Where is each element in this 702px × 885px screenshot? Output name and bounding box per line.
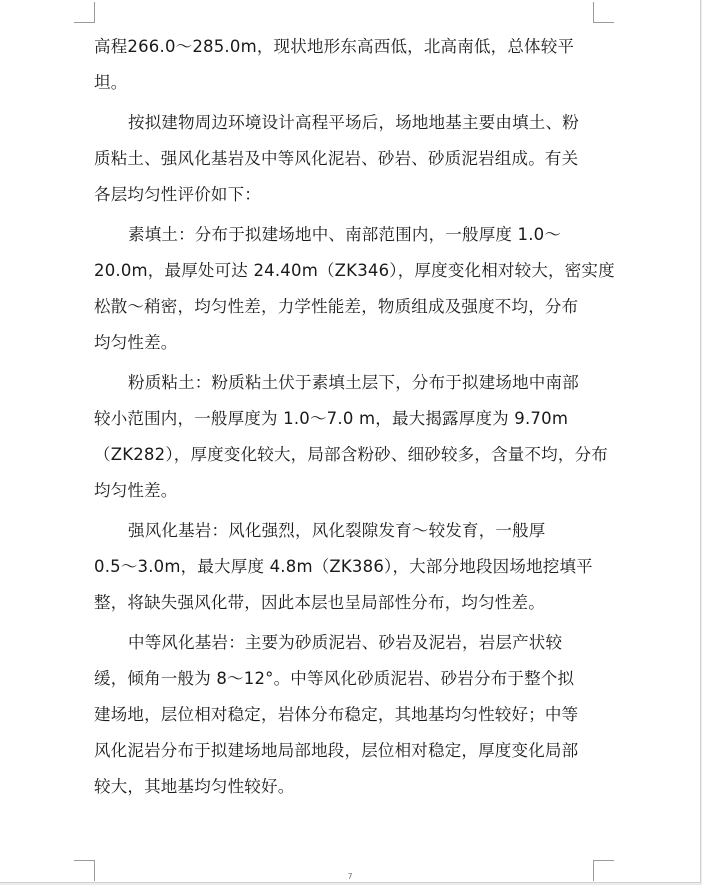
text-line: 素填土：分布于拟建场地中、南部范围内，一般厚度 1.0～ — [128, 225, 562, 244]
text-line: 强风化基岩：风化强烈，风化裂隙发育～较发育，一般厚 — [128, 521, 546, 540]
paragraph — [94, 217, 615, 361]
paragraph — [94, 105, 594, 213]
text-line: 风化泥岩分布于拟建场地局部地段，层位相对稳定，厚度变化局部 — [94, 741, 579, 760]
text-line: 建场地，层位相对稳定，岩体分布稳定，其地基均匀性较好；中等 — [94, 705, 579, 724]
paragraph — [94, 625, 594, 805]
text-line: 较小范围内，一般厚度为 1.0～7.0 m，最大揭露厚度为 9.70m — [94, 409, 569, 428]
text-line: 按拟建物周边环境设计高程平场后，场地地基主要由填土、粉 — [128, 113, 579, 132]
text-line: （ZK282），厚度变化较大，局部含粉砂、细砂较多，含量不均，分布 — [94, 445, 608, 464]
text-line: 0.5～3.0m，最大厚度 4.8m（ZK386），大部分地段因场地挖填平 — [94, 557, 593, 576]
crop-mark-top-left — [74, 2, 95, 23]
document-body — [94, 29, 615, 809]
text-line: 高程266.0～285.0m，现状地形东高西低，北高南低，总体较平 — [94, 37, 575, 56]
text-line: 质粘土、强风化基岩及中等风化泥岩、砂岩、砂质泥岩组成。有关 — [94, 149, 579, 168]
text-line: 松散～稍密，均匀性差，力学性能差，物质组成及强度不均，分布 — [94, 297, 579, 316]
text-line: 中等风化基岩：主要为砂质泥岩、砂岩及泥岩，岩层产状较 — [128, 633, 563, 652]
text-line: 均匀性差。 — [94, 333, 178, 352]
paragraph — [94, 29, 594, 101]
text-line: 粉质粘土：粉质粘土伏于素填土层下，分布于拟建场地中南部 — [128, 373, 579, 392]
text-line: 各层均匀性评价如下： — [94, 185, 261, 204]
crop-mark-top-right — [593, 2, 614, 23]
text-line: 坦。 — [94, 73, 128, 92]
text-line: 均匀性差。 — [94, 481, 178, 500]
text-line: 缓，倾角一般为 8～12°。中等风化砂质泥岩、砂岩分布于整个拟 — [94, 669, 575, 688]
page-number: 7 — [347, 872, 353, 881]
paragraph — [94, 365, 608, 509]
text-line: 20.0m，最厚处可达 24.40m（ZK346），厚度变化相对较大，密实度 — [94, 261, 615, 280]
text-line: 较大，其地基均匀性较好。 — [94, 777, 295, 796]
text-line: 整，将缺失强风化带，因此本层也呈局部性分布，均匀性差。 — [94, 593, 545, 612]
paragraph — [94, 513, 594, 621]
